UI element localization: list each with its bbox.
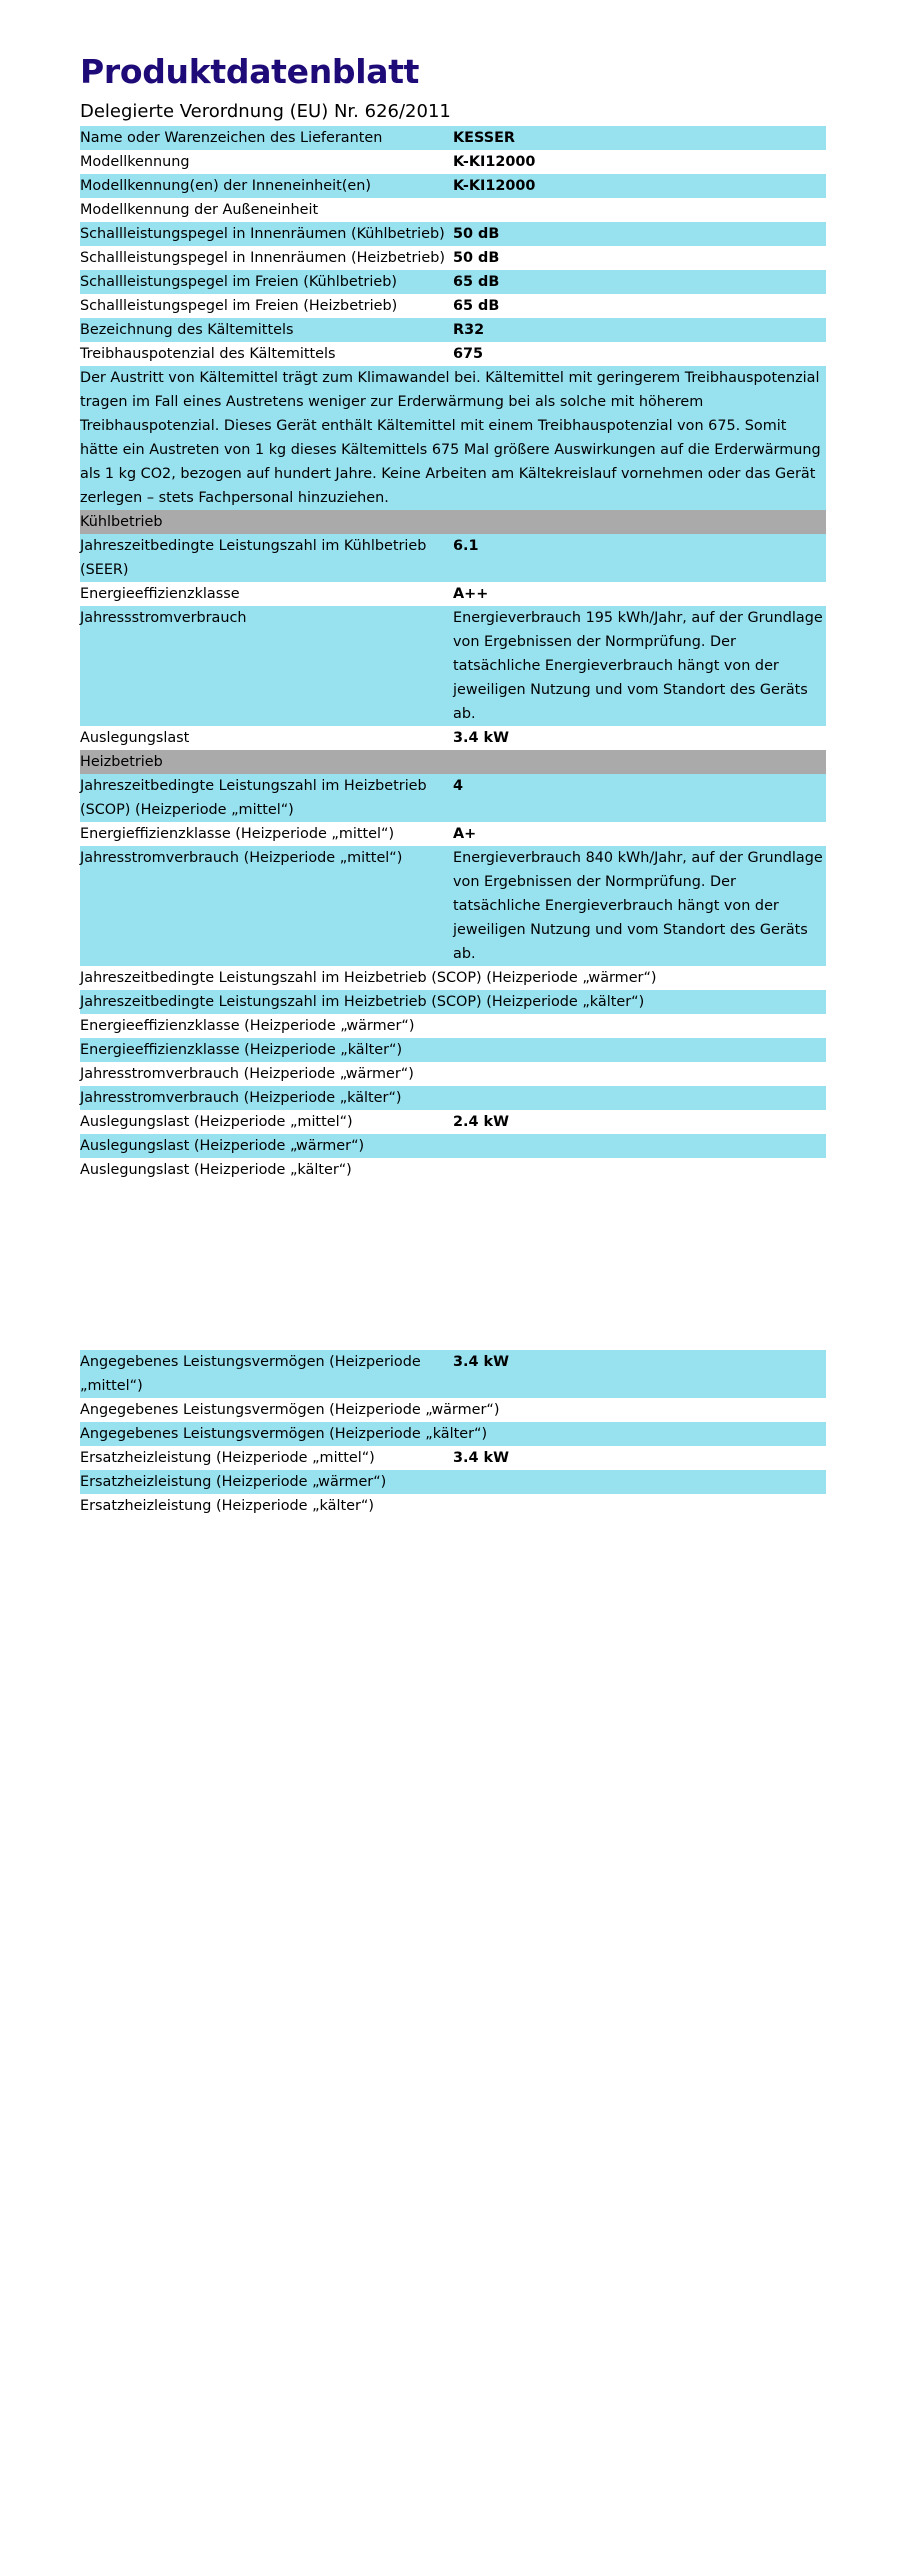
table-row [80, 270, 826, 294]
row-label: Angegebenes Leistungsvermögen (Heizperiode „wärmer“) [80, 1402, 500, 1418]
row-value: 50 dB [453, 226, 500, 242]
row-value: K-KI12000 [453, 154, 536, 170]
table-row [80, 294, 826, 318]
table-row [80, 222, 826, 246]
section-header-label: Heizbetrieb [80, 754, 163, 770]
row-label: Angegebenes Leistungsvermögen (Heizperiode „kälter“) [80, 1426, 488, 1442]
row-label: Energieffizienzklasse (Heizperiode „mittel“) [80, 826, 395, 842]
row-value: 65 dB [453, 274, 500, 290]
row-value: A++ [453, 586, 489, 602]
row-label: Jahressstromverbrauch [80, 610, 247, 626]
row-label: Schallleistungspegel in Innenräumen (Kühlbetrieb) [80, 226, 445, 242]
table-row [80, 1350, 826, 1398]
row-label: Jahresstromverbrauch (Heizperiode „mittel“) [80, 850, 403, 866]
row-label: Treibhauspotenzial des Kältemittels [80, 346, 336, 362]
table-row [80, 606, 826, 726]
section-header-label: Kühlbetrieb [80, 514, 163, 530]
row-label: Jahreszeitbedingte Leistungszahl im Heizbetrieb (SCOP) (Heizperiode „wärmer“) [80, 970, 657, 986]
table-row [80, 1134, 826, 1158]
row-value: 3.4 kW [453, 1450, 509, 1466]
table-row [80, 318, 826, 342]
row-value: 6.1 [453, 538, 479, 554]
table-row [80, 246, 826, 270]
row-value: Energieverbrauch 195 kWh/Jahr, auf der Grundlage von Ergebnissen der Normprüfung. Der tatsächliche Energieverbrauch hängt von der jeweiligen Nutzung und vom Standort des Geräts ab. [453, 610, 823, 722]
table-row [80, 1398, 826, 1422]
row-label: Ersatzheizleistung (Heizperiode „mittel“) [80, 1450, 375, 1466]
table-row [80, 726, 826, 750]
table-row [80, 198, 826, 222]
regulation-subtitle: Delegierte Verordnung (EU) Nr. 626/2011 [80, 101, 451, 122]
table-row [80, 1014, 826, 1038]
row-label: Angegebenes Leistungsvermögen (Heizperiode „mittel“) [80, 1354, 421, 1394]
section-header-cooling [80, 510, 826, 534]
page-title: Produktdatenblatt [80, 52, 420, 91]
row-label: Jahreszeitbedingte Leistungszahl im Heizbetrieb (SCOP) (Heizperiode „kälter“) [80, 994, 645, 1010]
row-label: Schallleistungspegel im Freien (Kühlbetrieb) [80, 274, 397, 290]
row-value: K-KI12000 [453, 178, 536, 194]
row-value: Energieverbrauch 840 kWh/Jahr, auf der Grundlage von Ergebnissen der Normprüfung. Der tatsächliche Energieverbrauch hängt von der jeweiligen Nutzung und vom Standort des Geräts ab. [453, 850, 823, 962]
row-label: Energieeffizienzklasse [80, 586, 240, 602]
row-label: Schallleistungspegel im Freien (Heizbetrieb) [80, 298, 398, 314]
datasheet [80, 50, 826, 1518]
refrigerant-note-text: Der Austritt von Kältemittel trägt zum Klimawandel bei. Kältemittel mit geringerem Treibhauspotenzial tragen im Fall eines Austretens weniger zur Erderwärmung bei als solche mit höherem Treibhauspotenzial. Dieses Gerät enthält Kältemittel mit einem Treibhauspotenzial von 675. Somit hätte ein Austreten von 1 kg dieses Kältemittels 675 Mal größere Auswirkungen auf die Erderwärmung als 1 kg CO2, bezogen auf hundert Jahre. Keine Arbeiten am Kältekreislauf vornehmen oder das Gerät zerlegen – stets Fachpersonal hinzuziehen. [80, 370, 821, 506]
row-value: A+ [453, 826, 477, 842]
table-row [80, 582, 826, 606]
table-row [80, 1422, 826, 1446]
row-label: Jahreszeitbedingte Leistungszahl im Kühlbetrieb (SEER) [80, 538, 427, 578]
table-row [80, 822, 826, 846]
row-label: Bezeichnung des Kältemittels [80, 322, 294, 338]
table-row [80, 1446, 826, 1470]
table-row [80, 1110, 826, 1134]
table-row [80, 1062, 826, 1086]
table-row [80, 1158, 826, 1182]
row-value: 65 dB [453, 298, 500, 314]
row-label: Jahresstromverbrauch (Heizperiode „wärmer“) [80, 1066, 414, 1082]
table-row [80, 1470, 826, 1494]
table-row [80, 1494, 826, 1518]
table-row [80, 174, 826, 198]
row-value: KESSER [453, 130, 515, 146]
row-label: Auslegungslast (Heizperiode „kälter“) [80, 1162, 352, 1178]
row-label: Jahresstromverbrauch (Heizperiode „kälter“) [80, 1090, 402, 1106]
row-label: Energieeffizienzklasse (Heizperiode „wärmer“) [80, 1018, 415, 1034]
row-value: 50 dB [453, 250, 500, 266]
row-value [453, 198, 826, 222]
table-row [80, 342, 826, 366]
table-row [80, 150, 826, 174]
row-label: Modellkennung [80, 154, 190, 170]
table-row [80, 966, 826, 990]
row-value: 3.4 kW [453, 1354, 509, 1370]
row-label: Ersatzheizleistung (Heizperiode „kälter“) [80, 1498, 374, 1514]
table-row [80, 534, 826, 582]
section-header-heating [80, 750, 826, 774]
table-row [80, 126, 826, 150]
row-label: Modellkennung(en) der Inneneinheit(en) [80, 178, 372, 194]
row-label: Ersatzheizleistung (Heizperiode „wärmer“) [80, 1474, 387, 1490]
row-value: 3.4 kW [453, 730, 509, 746]
row-label: Name oder Warenzeichen des Lieferanten [80, 130, 383, 146]
table-row [80, 1038, 826, 1062]
refrigerant-note [80, 366, 826, 510]
row-label: Jahreszeitbedingte Leistungszahl im Heizbetrieb (SCOP) (Heizperiode „mittel“) [80, 778, 427, 818]
blank-gap [80, 1182, 826, 1350]
row-label: Auslegungslast (Heizperiode „wärmer“) [80, 1138, 365, 1154]
table-row [80, 990, 826, 1014]
row-value: 2.4 kW [453, 1114, 509, 1130]
row-value: 4 [453, 778, 464, 794]
row-label: Schallleistungspegel in Innenräumen (Heizbetrieb) [80, 250, 445, 266]
row-label: Energieeffizienzklasse (Heizperiode „kälter“) [80, 1042, 403, 1058]
row-label: Auslegungslast (Heizperiode „mittel“) [80, 1114, 353, 1130]
row-label: Modellkennung der Außeneinheit [80, 202, 319, 218]
row-value: 675 [453, 346, 484, 362]
table-row [80, 1086, 826, 1110]
row-label: Auslegungslast [80, 730, 190, 746]
row-value: R32 [453, 322, 485, 338]
table-row [80, 774, 826, 822]
table-row [80, 846, 826, 966]
